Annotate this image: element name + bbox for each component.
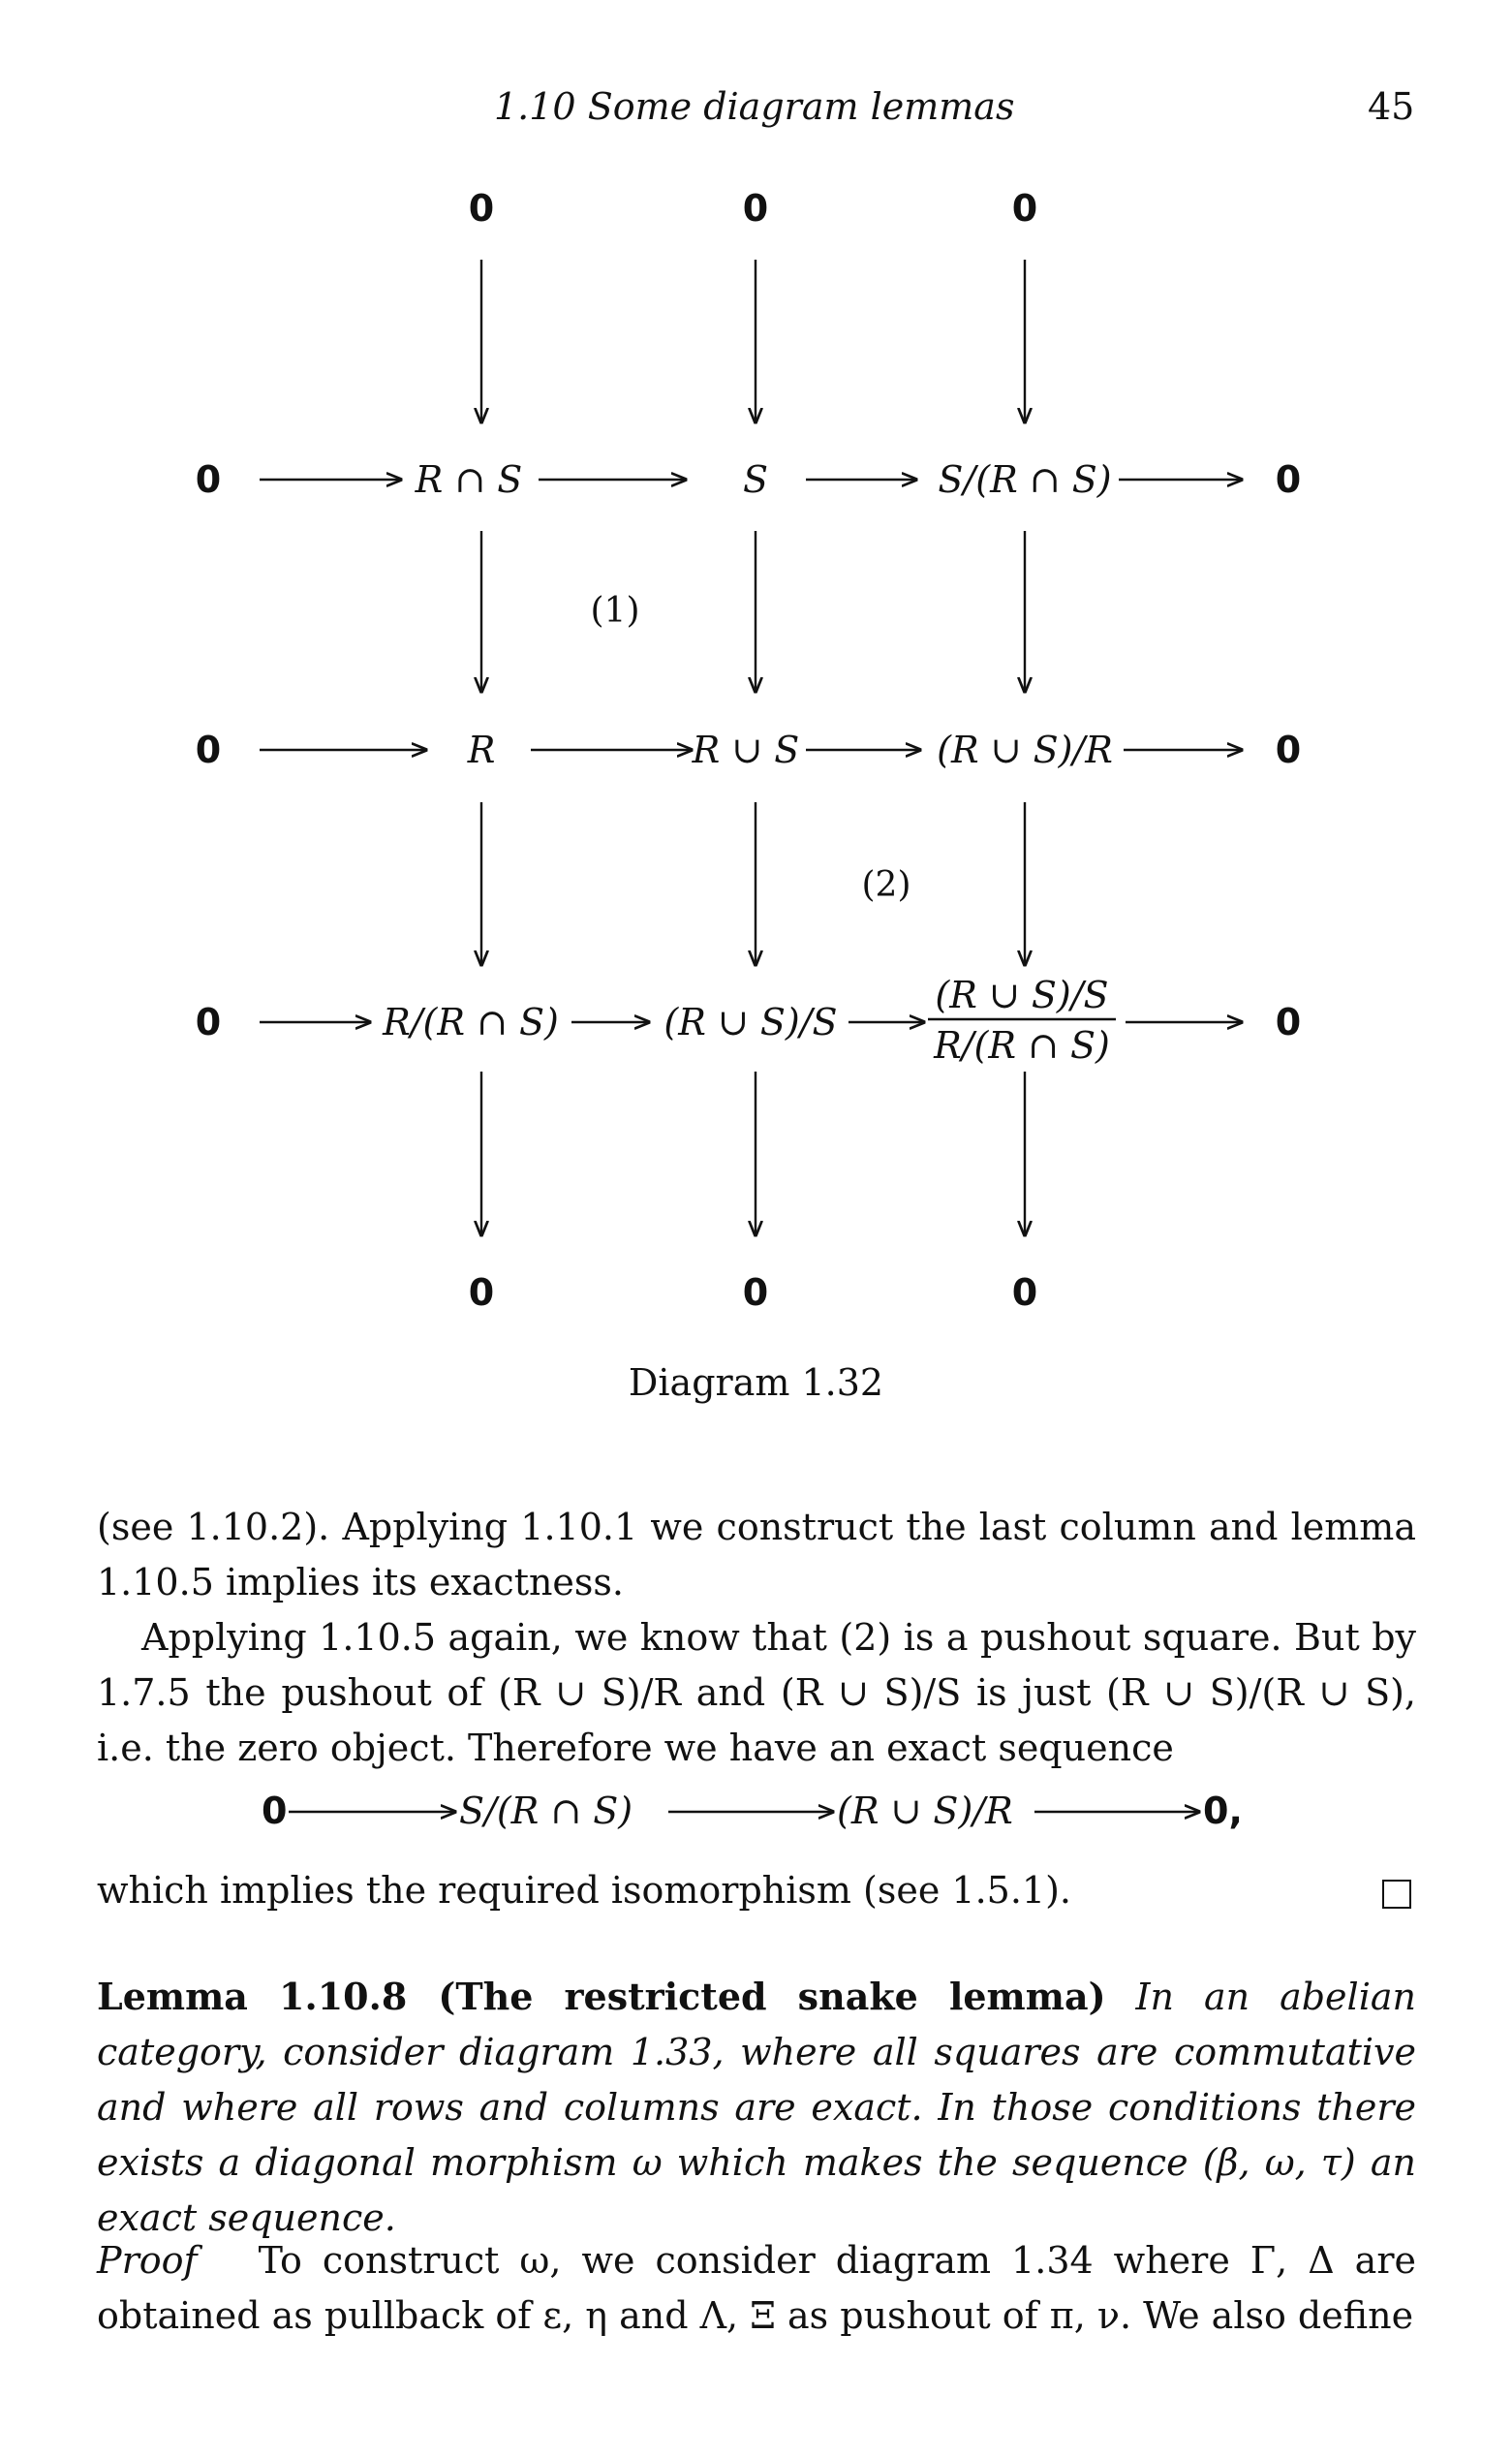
top-zero-3: 0 <box>1011 187 1038 230</box>
fraction-denominator: R/(R ∩ S) <box>934 1024 1110 1067</box>
node-r-cup-s-over-s: (R ∪ S)/S <box>663 1001 838 1043</box>
proof-text: To construct ω, we consider diagram 1.34 where Γ, Δ are obtained as pullback of ε, η and Λ, Ξ as pushout of π, ν. We also define <box>97 2239 1416 2337</box>
lemma-title: Lemma 1.10.8 (The restricted snake lemma) <box>97 1975 1106 2018</box>
sequence-start-zero: 0 <box>262 1790 288 1832</box>
node-s-over-r-cap-s: S/(R ∩ S) <box>938 458 1112 501</box>
running-title: 1.10 Some diagram lemmas <box>494 85 1015 128</box>
sequence-end-zero: 0, <box>1203 1790 1243 1832</box>
exact-sequence <box>0 1778 1512 1846</box>
row2-right-zero: 0 <box>1275 729 1302 771</box>
paragraph: Applying 1.10.5 again, we know that (2) is a pushout square. But by 1.7.5 the pushout of (R ∪ S)/R and (R ∪ S)/S is just (R ∪ S)/(R ∪ S), i.e. the zero object. Therefore we have an exact sequence <box>97 1616 1416 1769</box>
bottom-zero-3: 0 <box>1011 1271 1038 1314</box>
node-r-cap-s: R ∩ S <box>415 458 523 501</box>
paragraph: which implies the required isomorphism (see 1.5.1). <box>97 1869 1071 1912</box>
fraction-numerator: (R ∪ S)/S <box>935 974 1109 1016</box>
sequence-term-b: (R ∪ S)/R <box>837 1790 1013 1832</box>
square-label-2: (2) <box>861 865 911 905</box>
qed-square-icon <box>1382 1880 1411 1909</box>
row3-left-zero: 0 <box>195 1001 222 1043</box>
top-zero-1: 0 <box>468 187 495 230</box>
page-number: 45 <box>1368 85 1415 128</box>
paragraph: (see 1.10.2). Applying 1.10.1 we construct the last column and lemma 1.10.5 implies its exactness. <box>97 1506 1416 1603</box>
row2-left-zero: 0 <box>195 729 222 771</box>
bottom-zero-2: 0 <box>742 1271 769 1314</box>
top-zero-2: 0 <box>742 187 769 230</box>
sequence-term-a: S/(R ∩ S) <box>459 1790 633 1832</box>
diagram-caption: Diagram 1.32 <box>628 1361 884 1404</box>
lemma-statement <box>97 1969 1416 2246</box>
commutative-diagram <box>0 145 1512 1347</box>
node-r-over-r-cap-s: R/(R ∩ S) <box>383 1001 559 1043</box>
proof-label: Proof <box>97 2239 198 2282</box>
node-r-cup-s: R ∪ S <box>692 729 800 771</box>
square-label-1: (1) <box>590 591 640 631</box>
node-r: R <box>467 729 496 771</box>
row3-right-zero: 0 <box>1275 1001 1302 1043</box>
node-r-cup-s-over-r: (R ∪ S)/R <box>937 729 1113 771</box>
lemma-text: In an abelian category, consider diagram 1.33, where all squares are commutative and where all rows and columns are exact. In those conditions there exists a diagonal morphism ω which makes the sequence (β, ω, τ) an exact sequence. <box>97 1976 1416 2239</box>
node-s: S <box>742 458 769 501</box>
bottom-zero-1: 0 <box>468 1271 495 1314</box>
proof-paragraph <box>97 2233 1416 2344</box>
row1-right-zero: 0 <box>1275 458 1302 501</box>
row1-left-zero: 0 <box>195 458 222 501</box>
